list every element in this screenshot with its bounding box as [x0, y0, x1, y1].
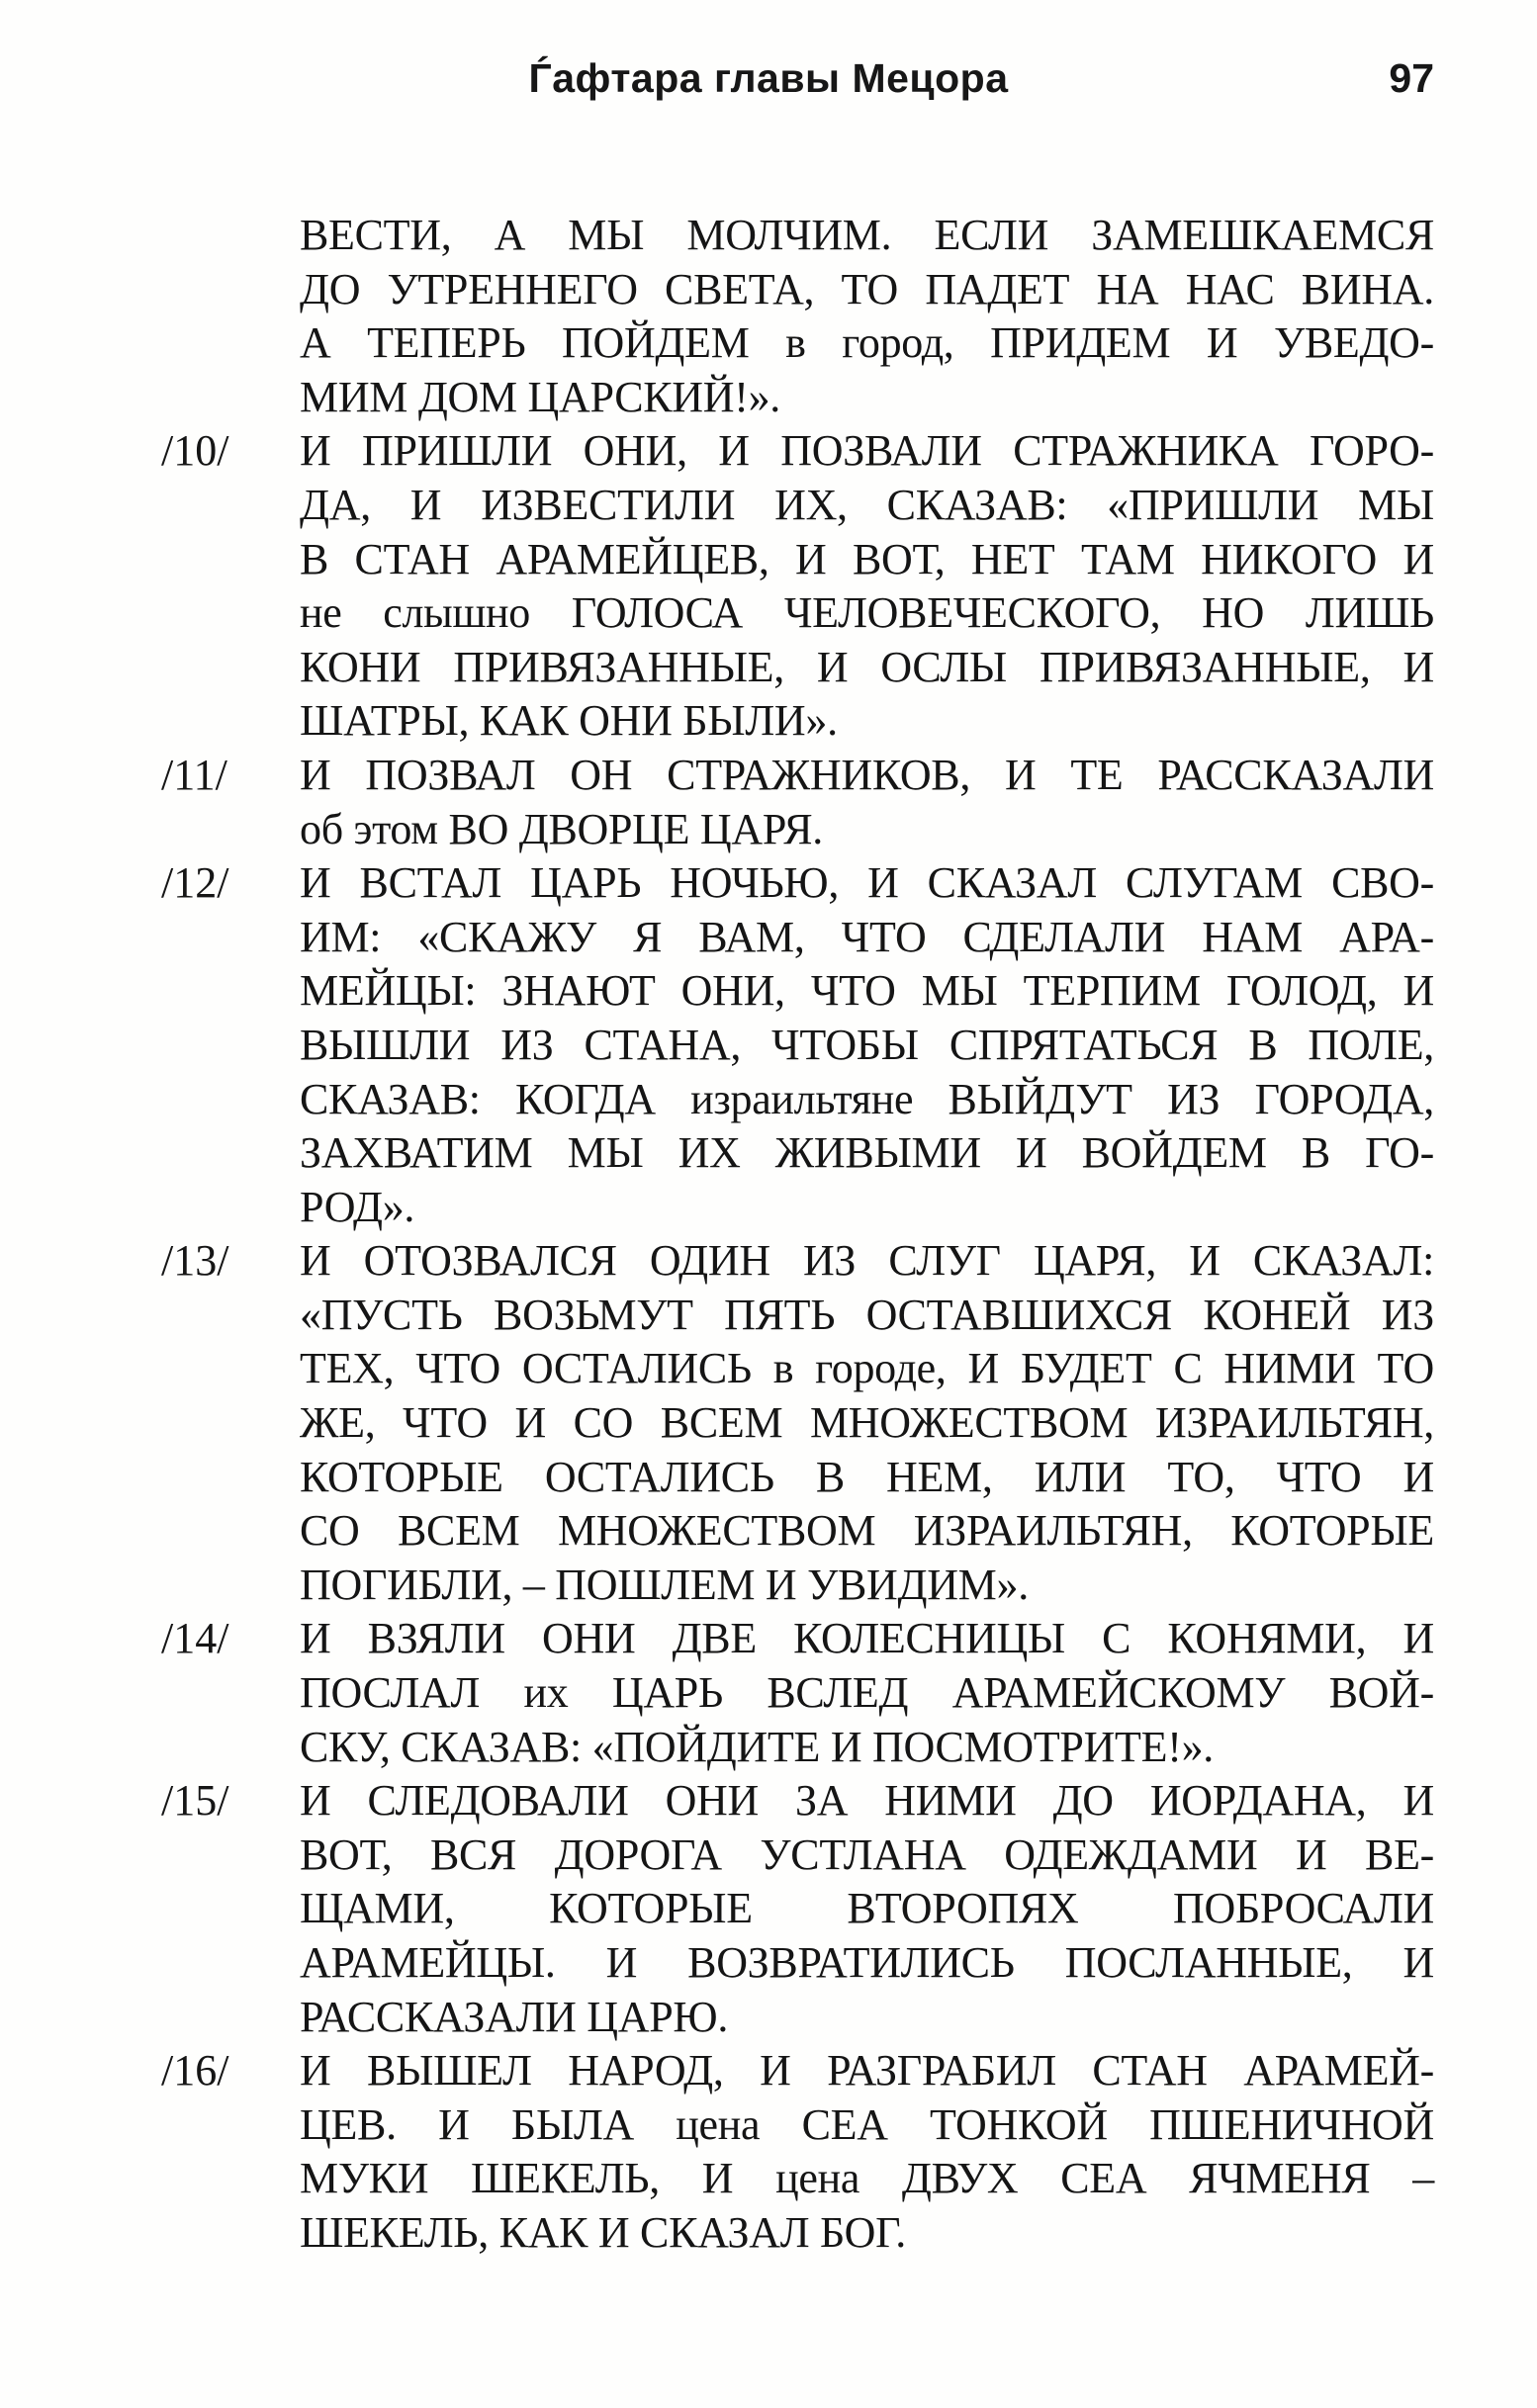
- verse-line: КОТОРЫЕ ОСТАЛИСЬ В НЕМ, ИЛИ ТО, ЧТО И: [300, 1452, 1434, 1501]
- verse-15: [161, 1774, 1434, 2044]
- verse-line: И ПОЗВАЛ ОН СТРАЖНИКОВ, И ТЕ РАССКАЗАЛИ: [300, 750, 1434, 799]
- verse-line: КОНИ ПРИВЯЗАННЫЕ, И ОСЛЫ ПРИВЯЗАННЫЕ, И: [300, 642, 1434, 691]
- verse-line: не слышно ГОЛОСА ЧЕЛОВЕЧЕСКОГО, НО ЛИШЬ: [300, 588, 1434, 638]
- paragraph-continuation: [161, 209, 1434, 424]
- verse-14: [161, 1612, 1434, 1774]
- verse-line: МЕЙЦЫ: ЗНАЮТ ОНИ, ЧТО МЫ ТЕРПИМ ГОЛОД, И: [300, 966, 1434, 1016]
- verse-line: ДА, И ИЗВЕСТИЛИ ИХ, СКАЗАВ: «ПРИШЛИ МЫ: [300, 480, 1434, 529]
- verse-line: В СТАН АРАМЕЙЦЕВ, И ВОТ, НЕТ ТАМ НИКОГО И: [300, 534, 1434, 583]
- verse-12: [161, 856, 1434, 1234]
- verse-line: СКУ, СКАЗАВ: «ПОЙДИТЕ И ПОСМОТРИТЕ!».: [300, 1722, 1214, 1771]
- page-number: 97: [1389, 55, 1434, 101]
- verse-number: /12/: [161, 858, 229, 908]
- verse-line: ВЫШЛИ ИЗ СТАНА, ЧТОБЫ СПРЯТАТЬСЯ В ПОЛЕ,: [300, 1020, 1434, 1069]
- verse-number: /16/: [161, 2046, 229, 2096]
- verse-line: «ПУСТЬ ВОЗЬМУТ ПЯТЬ ОСТАВШИХСЯ КОНЕЙ ИЗ: [300, 1290, 1434, 1339]
- verse-line: ПОСЛАЛ их ЦАРЬ ВСЛЕД АРАМЕЙСКОМУ ВОЙ-: [300, 1668, 1434, 1718]
- verse-line: СКАЗАВ: КОГДА израильтяне ВЫЙДУТ ИЗ ГОРОДА,: [300, 1074, 1434, 1123]
- verse-line: ДО УТРЕННЕГО СВЕТА, ТО ПАДЕТ НА НАС ВИНА.: [300, 264, 1434, 313]
- verse-line: МУКИ ШЕКЕЛЬ, И цена ДВУХ СЕА ЯЧМЕНЯ –: [300, 2154, 1434, 2203]
- haftara-text-body: [161, 209, 1434, 2261]
- verse-10: [161, 424, 1434, 749]
- verse-line: И ВЗЯЛИ ОНИ ДВЕ КОЛЕСНИЦЫ С КОНЯМИ, И: [300, 1614, 1434, 1663]
- verse-line: ТЕХ, ЧТО ОСТАЛИСЬ в городе, И БУДЕТ С НИМИ ТО: [300, 1344, 1434, 1393]
- verse-line: И ПРИШЛИ ОНИ, И ПОЗВАЛИ СТРАЖНИКА ГОРО-: [300, 426, 1434, 476]
- verse-line: А ТЕПЕРЬ ПОЙДЕМ в город, ПРИДЕМ И УВЕДО-: [300, 318, 1434, 368]
- verse-line: И СЛЕДОВАЛИ ОНИ ЗА НИМИ ДО ИОРДАНА, И: [300, 1776, 1434, 1826]
- verse-11: [161, 749, 1434, 856]
- verse-number: /14/: [161, 1614, 229, 1663]
- verse-line: ЩАМИ, КОТОРЫЕ ВТОРОПЯХ ПОБРОСАЛИ: [300, 1884, 1434, 1933]
- running-head-title: Ѓафтара главы Мецора: [528, 55, 1009, 101]
- verse-16: [161, 2044, 1434, 2260]
- verse-line: ЗАХВАТИМ МЫ ИХ ЖИВЫМИ И ВОЙДЕМ В ГО-: [300, 1128, 1434, 1178]
- verse-line: РОД».: [300, 1182, 415, 1231]
- verse-line: МИМ ДОМ ЦАРСКИЙ!».: [300, 372, 780, 421]
- verse-line: АРАМЕЙЦЫ. И ВОЗВРАТИЛИСЬ ПОСЛАННЫЕ, И: [300, 1938, 1434, 1987]
- verse-line: ВЕСТИ, А МЫ МОЛЧИМ. ЕСЛИ ЗАМЕШКАЕМСЯ: [300, 211, 1434, 259]
- verse-number: /10/: [161, 426, 229, 476]
- verse-line: И ВСТАЛ ЦАРЬ НОЧЬЮ, И СКАЗАЛ СЛУГАМ СВО-: [300, 858, 1434, 908]
- verse-line: ВОТ, ВСЯ ДОРОГА УСТЛАНА ОДЕЖДАМИ И ВЕ-: [300, 1829, 1434, 1879]
- verse-line: ЖЕ, ЧТО И СО ВСЕМ МНОЖЕСТВОМ ИЗРАИЛЬТЯН,: [300, 1398, 1434, 1448]
- verse-line: об этом ВО ДВОРЦЕ ЦАРЯ.: [300, 804, 824, 853]
- verse-number: /13/: [161, 1236, 229, 1286]
- verse-line: ШАТРЫ, КАК ОНИ БЫЛИ».: [300, 696, 838, 746]
- verse-line: И ОТОЗВАЛСЯ ОДИН ИЗ СЛУГ ЦАРЯ, И СКАЗАЛ:: [300, 1236, 1434, 1286]
- verse-13: [161, 1234, 1434, 1612]
- verse-number: /15/: [161, 1776, 229, 1826]
- verse-line: СО ВСЕМ МНОЖЕСТВОМ ИЗРАИЛЬТЯН, КОТОРЫЕ: [300, 1506, 1434, 1556]
- verse-line: ШЕКЕЛЬ, КАК И СКАЗАЛ БОГ.: [300, 2207, 907, 2257]
- verse-number: /11/: [161, 750, 227, 799]
- verse-line: РАССКАЗАЛИ ЦАРЮ.: [300, 1992, 729, 2041]
- verse-line: ЦЕВ. И БЫЛА цена СЕА ТОНКОЙ ПШЕНИЧНОЙ: [300, 2099, 1434, 2149]
- verse-line: ИМ: «СКАЖУ Я ВАМ, ЧТО СДЕЛАЛИ НАМ АРА-: [300, 912, 1434, 961]
- verse-line: И ВЫШЕЛ НАРОД, И РАЗГРАБИЛ СТАН АРАМЕЙ-: [300, 2046, 1434, 2096]
- verse-line: ПОГИБЛИ, – ПОШЛЕМ И УВИДИМ».: [300, 1560, 1029, 1609]
